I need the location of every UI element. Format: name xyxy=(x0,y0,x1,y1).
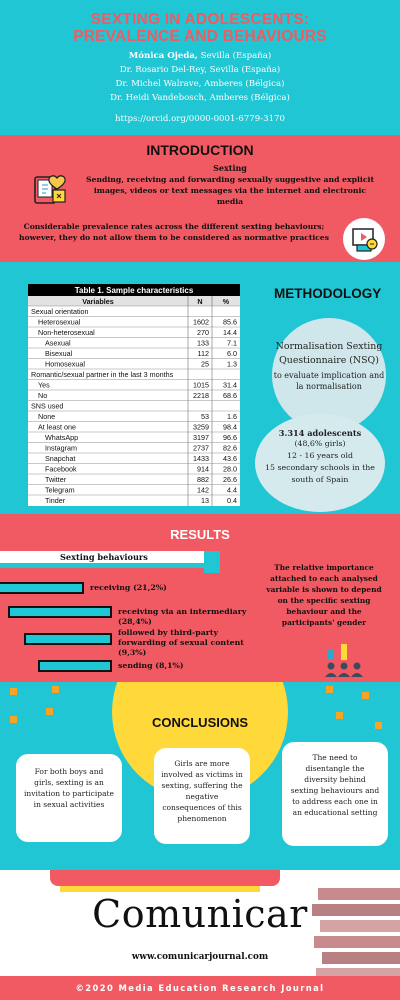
table-cell-label: Snapchat xyxy=(45,454,76,463)
table-cell-label: SNS used xyxy=(31,401,64,411)
table-cell-percent: 26.6 xyxy=(223,475,237,484)
behaviour-label: sending (8,1%) xyxy=(118,661,184,670)
table-cell-label: Twitter xyxy=(45,475,67,484)
table-cell-label: Heterosexual xyxy=(38,317,81,327)
table-cell-n: 270 xyxy=(197,328,209,337)
table-cell-label: Tinder xyxy=(45,496,66,505)
orcid-link[interactable]: https://orcid.org/0000-0001-6779-3170 xyxy=(115,114,285,124)
table-cell-percent: 1.6 xyxy=(227,412,237,421)
conclusions-section xyxy=(0,682,400,870)
decor-square xyxy=(326,686,333,693)
table-cell-percent: 28.0 xyxy=(223,464,237,474)
table-cell-label: Non-heterosexual xyxy=(38,328,95,337)
behaviour-label: followed by third-party forwarding of sexual content (9,3%) xyxy=(118,628,244,657)
title-line-1: SEXTING IN ADOLESCENTS: xyxy=(90,11,310,28)
table-cell-percent: 0.4 xyxy=(227,496,237,505)
table-cell-label: No xyxy=(38,391,48,400)
table-cell-n: 3197 xyxy=(193,433,209,442)
table-title: Table 1. Sample characteristics xyxy=(74,286,194,295)
table-cell-n: 13 xyxy=(201,496,209,505)
table-header-row xyxy=(28,296,240,306)
decor-square xyxy=(46,708,53,715)
table-cell-n: 1433 xyxy=(193,454,209,463)
nsq-description: to evaluate implication and la normalisation xyxy=(273,371,385,391)
results-section xyxy=(0,514,400,682)
conclusion-card: Girls are more involved as victims in sexting, suffering the negative consequences of this phenomenon xyxy=(154,748,250,844)
sexting-behaviours-header xyxy=(0,551,204,568)
sample-characteristics-table xyxy=(28,284,240,506)
header-tab xyxy=(204,551,220,573)
author-item: Dr. Michel Walrave, Amberes (Bélgica) xyxy=(115,79,285,89)
decor-square xyxy=(10,688,17,695)
website-link[interactable]: www.comunicarjournal.com xyxy=(131,952,269,962)
behaviour-bar-forwarding xyxy=(24,633,112,645)
table-cell-label: Telegram xyxy=(45,485,75,495)
table-col-header: N xyxy=(197,297,203,306)
nsq-title: Normalisation Sexting Questionnaire (NSQ) xyxy=(275,341,383,366)
table-cell-percent: 82.6 xyxy=(223,443,237,453)
conclusion-card: The need to disentangle the diversity behind sexting behaviours and to address each one in an educational setting xyxy=(282,742,388,846)
header-section xyxy=(0,0,400,135)
author-list xyxy=(0,49,400,105)
sample-age: 12 - 16 years old xyxy=(287,451,353,460)
behaviour-bar-intermediary xyxy=(8,606,112,618)
table-cell-n: 914 xyxy=(197,464,209,474)
table-cell-label: WhatsApp xyxy=(45,433,79,442)
table-cell-label: Instagram xyxy=(45,443,77,453)
behaviour-label: receiving via an intermediary (28,4%) xyxy=(118,607,247,626)
conclusions-heading: CONCLUSIONS xyxy=(151,715,249,730)
table-cell-label: Bisexual xyxy=(45,349,73,358)
table-cell-percent: 96.6 xyxy=(223,433,237,442)
results-heading: RESULTS xyxy=(170,527,230,542)
video-message-icon xyxy=(343,218,385,260)
table-cell-percent: 1.3 xyxy=(227,359,237,369)
decor-square xyxy=(362,692,369,699)
introduction-heading: INTRODUCTION xyxy=(146,142,254,158)
phone-heart-icon xyxy=(30,168,72,210)
methodology-heading: METHODOLOGY xyxy=(274,286,382,301)
table-cell-n: 112 xyxy=(197,349,209,358)
table-cell-label: Romantic/sexual partner in the last 3 months xyxy=(31,370,174,379)
poster-title xyxy=(0,11,400,45)
introduction-section xyxy=(0,135,400,262)
team-growth-icon xyxy=(324,638,364,682)
table-cell-label: Sexual orientation xyxy=(31,307,89,316)
table-svg xyxy=(28,284,240,506)
prevalence-text: Considerable prevalence rates across the different sexting behaviours; however, they do not allow them to be considered as normative practices xyxy=(18,222,330,242)
table-cell-percent: 6.0 xyxy=(227,349,237,358)
author-item: Dr. Rosario Del-Rey, Sevilla (España) xyxy=(119,65,281,75)
sample-girls: (48,6% girls) xyxy=(294,439,346,448)
concept-text: Sending, receiving and forwarding sexually suggestive and explicit images, videos or text messages via the internet and electronic media xyxy=(85,175,374,206)
comunicar-logo: Comunicar xyxy=(92,892,308,936)
copyright-bar: ©2020 Media Education Research Journal xyxy=(0,976,400,1000)
sexting-definition xyxy=(80,163,380,207)
table-cell-percent: 4.4 xyxy=(227,485,237,495)
table-cell-n: 2737 xyxy=(193,443,209,453)
table-cell-label: Homosexual xyxy=(45,359,85,369)
sample-schools: 15 secondary schools in the south of Spain xyxy=(265,463,375,484)
table-cell-percent: 68.6 xyxy=(223,391,237,400)
table-cell-label: Asexual xyxy=(45,338,71,348)
behaviour-label: receiving (21,2%) xyxy=(90,583,167,592)
table-cell-label: Facebook xyxy=(45,464,77,474)
author-item: Mónica Ojeda, Sevilla (España) xyxy=(128,51,272,61)
methodology-section xyxy=(0,262,400,514)
table-cell-n: 25 xyxy=(201,359,209,369)
table-cell-n: 133 xyxy=(197,338,209,348)
results-note: The relative importance attached to each analysed variable is shown to depend on the specific sexting behaviour and the participants' gender xyxy=(266,563,382,627)
behaviour-bar-sending xyxy=(38,660,112,672)
table-cell-n: 1015 xyxy=(193,380,209,390)
concept-title: Sexting xyxy=(213,163,247,173)
table-cell-label: Yes xyxy=(38,380,50,390)
table-cell-percent: 98.4 xyxy=(223,422,237,432)
table-cell-n: 2218 xyxy=(193,391,209,400)
table-cell-percent: 43.6 xyxy=(223,454,237,463)
table-cell-label: None xyxy=(38,412,56,421)
book-stripe-decor xyxy=(50,870,280,886)
author-item: Dr. Heidi Vandebosch, Amberes (Bélgica) xyxy=(110,93,290,103)
decor-square xyxy=(52,686,59,693)
table-cell-percent: 85.6 xyxy=(223,317,237,327)
table-cell-percent: 14.4 xyxy=(223,328,237,337)
table-col-header: Variables xyxy=(82,297,114,306)
sample-circle xyxy=(255,414,385,512)
table-cell-n: 3259 xyxy=(193,422,209,432)
table-cell-n: 882 xyxy=(197,475,209,484)
table-col-header: % xyxy=(222,297,230,306)
sexting-behaviours-label: Sexting behaviours xyxy=(60,552,148,562)
table-cell-n: 142 xyxy=(197,485,209,495)
sample-size: 3.314 adolescents xyxy=(278,428,362,438)
footer-section xyxy=(0,870,400,1000)
table-cell-percent: 7.1 xyxy=(227,338,237,348)
table-cell-label: At least one xyxy=(38,422,76,432)
table-cell-percent: 31.4 xyxy=(223,380,237,390)
table-cell-n: 1602 xyxy=(193,317,209,327)
conclusion-card: For both boys and girls, sexting is an invitation to participate in sexual activities xyxy=(16,754,122,842)
title-line-2: PREVALENCE AND BEHAVIOURS xyxy=(73,28,327,45)
table-cell-n: 53 xyxy=(201,412,209,421)
behaviour-bar-receiving xyxy=(0,582,84,594)
